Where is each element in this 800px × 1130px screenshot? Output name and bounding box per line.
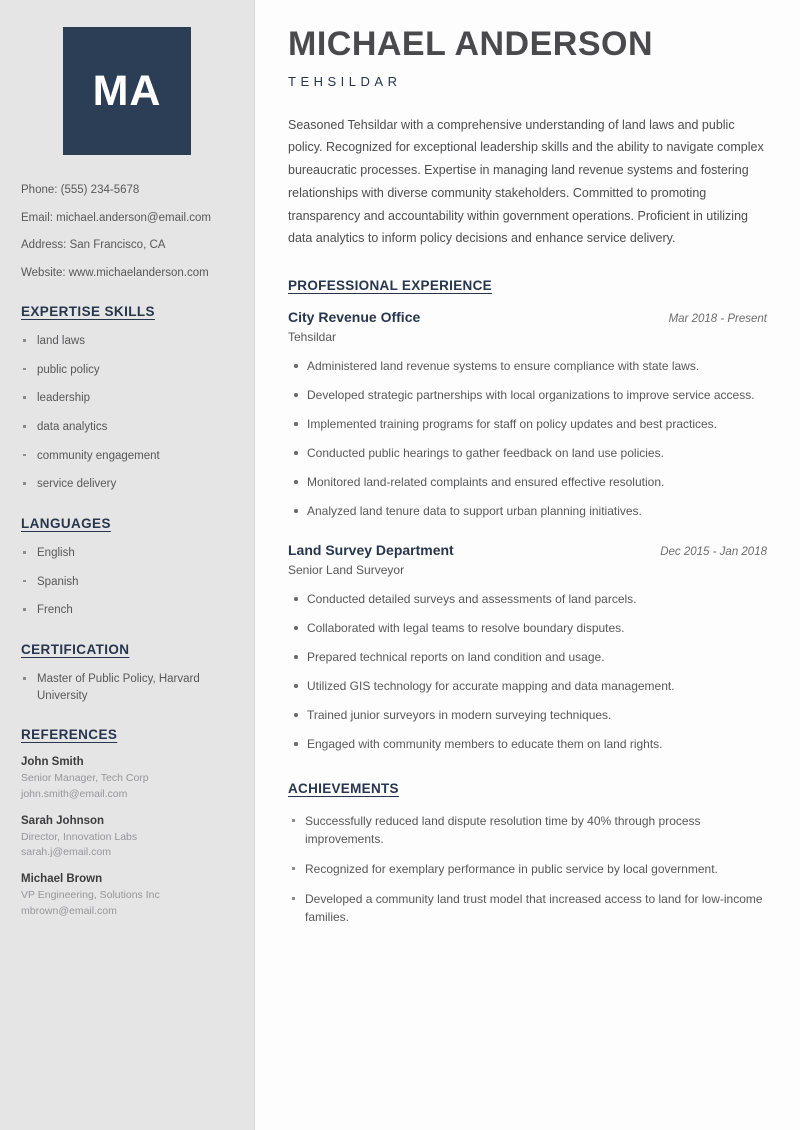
experience-company: Land Survey Department [288, 542, 454, 559]
contact-block [16, 183, 238, 281]
experience-header [288, 542, 767, 558]
reference-email: john.smith@email.com [21, 787, 128, 800]
certification-list [21, 671, 238, 704]
reference-item [21, 815, 238, 860]
list-item: data analytics [21, 419, 238, 436]
section-references [16, 726, 238, 918]
list-item: land laws [21, 333, 238, 350]
skills-list [21, 333, 238, 493]
list-item: leadership [21, 390, 238, 407]
reference-item [21, 756, 238, 801]
list-item: Monitored land-related complaints and ensured effective resolution. [288, 473, 767, 491]
reference-name: Sarah Johnson [21, 814, 105, 827]
list-item: Collaborated with legal teams to resolve boundary disputes. [288, 619, 767, 637]
reference-email: mbrown@email.com [21, 904, 117, 917]
list-item: Developed a community land trust model that increased access to land for low-income families. [288, 890, 767, 926]
reference-name: John Smith [21, 756, 84, 769]
contact-website: Website: www.michaelanderson.com [21, 266, 209, 279]
avatar-container [16, 0, 238, 155]
section-heading-references: REFERENCES [21, 727, 118, 743]
experience-date: Mar 2018 - Present [668, 313, 767, 326]
list-item: Conducted public hearings to gather feedback on land use policies. [288, 444, 767, 462]
contact-phone: Phone: (555) 234-5678 [21, 184, 140, 196]
list-item: Recognized for exemplary performance in public service by local government. [288, 860, 767, 878]
section-expertise-skills [16, 303, 238, 493]
reference-name: Michael Brown [21, 873, 103, 886]
sidebar [0, 0, 255, 1130]
list-item: service delivery [21, 476, 238, 493]
page-title: MICHAEL ANDERSON [288, 25, 654, 63]
list-item: public policy [21, 362, 238, 379]
list-item: Successfully reduced land dispute resolution time by 40% through process improvements. [288, 812, 767, 848]
achievements-list [288, 812, 767, 926]
avatar-initials: MA [63, 27, 191, 155]
experience-date: Dec 2015 - Jan 2018 [660, 546, 767, 559]
list-item: Utilized GIS technology for accurate mapping and data management. [288, 677, 767, 695]
list-item: Analyzed land tenure data to support urban planning initiatives. [288, 502, 767, 520]
section-professional-experience [288, 277, 767, 753]
reference-role: VP Engineering, Solutions Inc [21, 889, 160, 902]
experience-role: Tehsildar [288, 330, 337, 345]
section-certification [16, 641, 238, 704]
list-item: Engaged with community members to educate them on land rights. [288, 735, 767, 753]
section-heading-certification: CERTIFICATION [21, 642, 130, 658]
reference-item [21, 873, 238, 918]
list-item: English [21, 545, 238, 562]
languages-list [21, 545, 238, 619]
list-item: Trained junior surveyors in modern surveying techniques. [288, 706, 767, 724]
contact-address: Address: San Francisco, CA [21, 239, 166, 252]
experience-role: Senior Land Surveyor [288, 563, 405, 578]
list-item: Developed strategic partnerships with local organizations to improve service access. [288, 386, 767, 404]
section-heading-achievements: ACHIEVEMENTS [288, 781, 399, 797]
reference-role: Senior Manager, Tech Corp [21, 772, 149, 785]
section-heading-skills: EXPERTISE SKILLS [21, 304, 155, 320]
list-item: Prepared technical reports on land condition and usage. [288, 648, 767, 666]
professional-summary: Seasoned Tehsildar with a comprehensive understanding of land laws and public policy. Recognized for exceptional leadership skills and the ability to navigate complex bureaucratic processes. Expertise in managing land revenue systems and fostering relationships with diverse community stakeholders. Committed to promoting transparency and accountability within government operations. Proficient in utilizing data analytics to inform policy decisions and enhance service delivery. [288, 117, 764, 246]
profession-subtitle: TEHSILDAR [288, 73, 402, 89]
experience-bullets [288, 357, 767, 520]
section-languages [16, 515, 238, 619]
list-item: Master of Public Policy, Harvard University [21, 671, 238, 704]
list-item: community engagement [21, 448, 238, 465]
reference-email: sarah.j@email.com [21, 846, 112, 859]
section-achievements [288, 780, 767, 926]
list-item: Spanish [21, 574, 238, 591]
experience-entry [288, 309, 767, 520]
list-item: French [21, 602, 238, 619]
list-item: Administered land revenue systems to ensure compliance with state laws. [288, 357, 767, 375]
list-item: Conducted detailed surveys and assessments of land parcels. [288, 590, 767, 608]
section-heading-experience: PROFESSIONAL EXPERIENCE [288, 278, 492, 294]
experience-header [288, 309, 767, 325]
experience-entry [288, 542, 767, 753]
section-heading-languages: LANGUAGES [21, 516, 111, 532]
reference-role: Director, Innovation Labs [21, 830, 138, 843]
main-content [255, 0, 800, 1130]
list-item: Implemented training programs for staff on policy updates and best practices. [288, 415, 767, 433]
experience-company: City Revenue Office [288, 309, 421, 326]
experience-bullets [288, 590, 767, 753]
contact-email: Email: michael.anderson@email.com [21, 211, 211, 224]
